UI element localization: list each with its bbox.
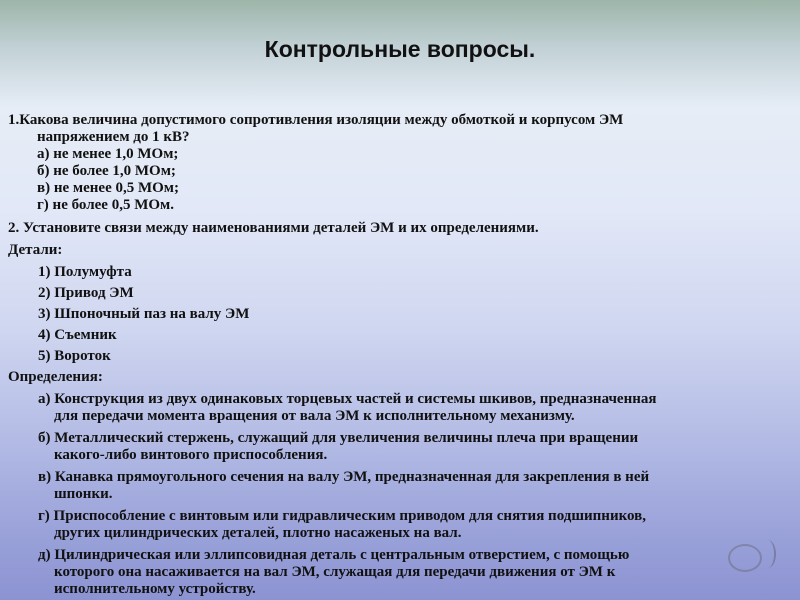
answer-option-b: б) не более 1,0 МОм; — [37, 163, 176, 179]
definition-item-a — [38, 391, 792, 425]
detail-item: 2) Привод ЭМ — [38, 285, 134, 301]
definition-item-e — [38, 547, 792, 598]
detail-item: 1) Полумуфта — [38, 264, 132, 280]
definition-line: для передачи момента вращения от вала ЭМ к исполнительному механизму. — [54, 408, 575, 424]
answer-option-c: в) не менее 0,5 МОм; — [37, 180, 180, 196]
definition-item-c — [38, 469, 792, 503]
definition-line: которого она насаживается на вал ЭМ, служащая для передачи движения от ЭМ к — [54, 564, 616, 580]
definition-line: других цилиндрических деталей, плотно насаженых на вал. — [54, 525, 462, 541]
definition-line: г) Приспособление с винтовым или гидравлическим приводом для снятия подшипников, — [38, 508, 647, 524]
definition-line: в) Канавка прямоугольного сечения на валу ЭМ, предназначенная для закрепления в ней — [38, 469, 650, 485]
decorative-swirl-icon — [728, 544, 762, 572]
slide-title: Контрольные вопросы. — [264, 36, 536, 62]
definition-line: какого-либо винтового приспособления. — [54, 447, 328, 463]
definition-line: а) Конструкция из двух одинаковых торцевых частей и системы шкивов, предназначенная — [38, 391, 657, 407]
slide-content — [8, 112, 792, 598]
definition-item-b — [38, 430, 792, 464]
question-1-line-2: напряжением до 1 кВ? — [37, 129, 190, 145]
question-2: 2. Установите связи между наименованиями деталей ЭМ и их определениями. — [8, 220, 539, 236]
detail-item: 3) Шпоночный паз на валу ЭМ — [38, 306, 250, 322]
detail-item: 5) Вороток — [38, 348, 111, 364]
definition-line: исполнительному устройству. — [54, 581, 256, 597]
definition-line: б) Металлический стержень, служащий для увеличения величины плеча при вращении — [38, 430, 639, 446]
definition-line: д) Цилиндрическая или эллипсовидная деталь с центральным отверстием, с помощью — [38, 547, 630, 563]
definitions-heading: Определения: — [8, 369, 103, 385]
detail-item: 4) Съемник — [38, 327, 117, 343]
decorative-swirl-icon — [760, 540, 776, 568]
answer-option-d: г) не более 0,5 МОм. — [37, 197, 174, 213]
question-1 — [8, 112, 792, 214]
answer-option-a: а) не менее 1,0 МОм; — [37, 146, 179, 162]
definition-line: шпонки. — [54, 486, 113, 502]
details-heading: Детали: — [8, 242, 63, 258]
definition-item-d — [38, 508, 792, 542]
question-1-line-1: 1.Какова величина допустимого сопротивления изоляции между обмоткой и корпусом ЭМ — [8, 112, 624, 128]
